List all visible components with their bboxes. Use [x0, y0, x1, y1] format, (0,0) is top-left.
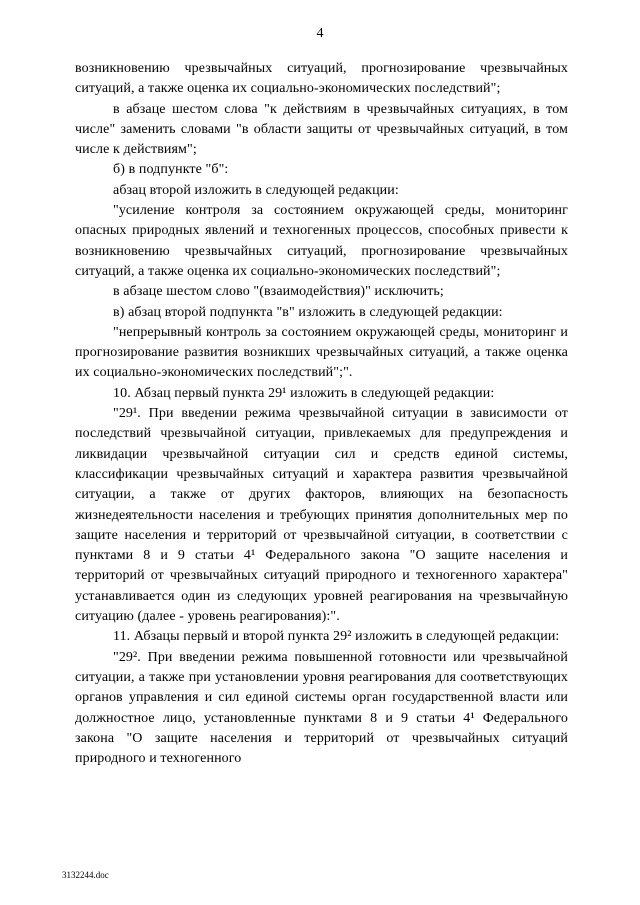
paragraph: "усиление контроля за состоянием окружающей среды, мониторинг опасных природных явлений и техногенных процессов, способных привести к возникновению чрезвычайных ситуаций, прогнозирование чрезвычайных ситуаций, а также оценка их социально-экономических последствий";: [75, 203, 568, 279]
paragraph: абзац второй изложить в следующей редакции:: [113, 182, 399, 198]
document-body: [75, 59, 568, 769]
paragraph: в абзаце шестом слово "(взаимодействия)" исключить;: [113, 284, 444, 300]
paragraph: "29¹. При введении режима чрезвычайной ситуации в зависимости от последствий чрезвычайной ситуации, привлекаемых для предупреждения и ликвидации чрезвычайной ситуации сил и средств единой системы, классификации чрезвычайных ситуаций и характера развития чрезвычайной ситуации, а также от других факторов, влияющих на безопасность жизнедеятельности населения и требующих принятия дополнительных мер по защите населения и территорий от чрезвычайной ситуации, в соответствии с пунктами 8 и 9 статьи 4¹ Федерального закона "О защите населения и территорий от чрезвычайных ситуаций природного и техногенного характера" устанавливается один из следующих уровней реагирования на чрезвычайную ситуацию (далее - уровень реагирования):".: [75, 406, 568, 625]
paragraph: 10. Абзац первый пункта 29¹ изложить в следующей редакции:: [113, 385, 495, 401]
paragraph: в абзаце шестом слова "к действиям в чрезвычайных ситуациях, в том числе" заменить словами "в области защиты от чрезвычайных ситуаций, в том числе к действиям";: [75, 101, 568, 158]
paragraph: "29². При введении режима повышенной готовности или чрезвычайной ситуации, а также при установлении уровня реагирования для соответствующих органов управления и сил единой системы орган государственной власти или должностное лицо, установленные пунктами 8 и 9 статьи 4¹ Федерального закона "О защите населения и территорий от чрезвычайных ситуаций природного и техногенного: [75, 649, 568, 767]
paragraph: в) абзац второй подпункта "в" изложить в следующей редакции:: [113, 304, 503, 320]
page-number: 4: [316, 26, 324, 41]
paragraph: возникновению чрезвычайных ситуаций, прогнозирование чрезвычайных ситуаций, а также оценка их социально-экономических последствий";: [75, 61, 568, 97]
paragraph: б) в подпункте "б":: [113, 162, 229, 178]
paragraph: "непрерывный контроль за состоянием окружающей среды, мониторинг и прогнозирование развития возникших чрезвычайных ситуаций, а также оценка их социально-экономических последствий";".: [75, 324, 568, 381]
footer-filename: 3132244.doc: [62, 870, 109, 880]
paragraph: 11. Абзацы первый и второй пункта 29² изложить в следующей редакции:: [113, 629, 560, 645]
